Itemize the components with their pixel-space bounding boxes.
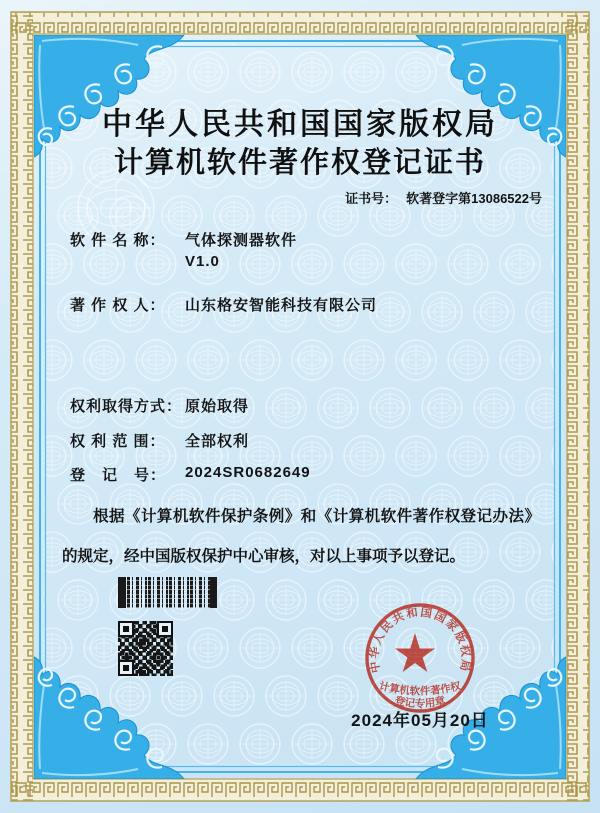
svg-text:计算机软件著作权 [378, 679, 463, 697]
issue-date: 2024年05月20日 [351, 711, 489, 730]
acquisition-method-label: 权利取得方式： [70, 398, 183, 415]
certificate-number-value: 软著登字第13086522号 [406, 191, 542, 206]
official-seal [362, 600, 478, 716]
certificate-number-label: 证书号： [345, 191, 398, 206]
rights-scope-label: 权 利 范 围： [70, 433, 166, 450]
registration-number-label: 登 记 号： [70, 467, 167, 484]
page-title-line1: 中华人民共和国国家版权局 [102, 108, 498, 141]
copyright-owner-label: 著 作 权 人： [70, 297, 166, 314]
pdf417-barcode [118, 577, 217, 608]
registration-statement: 根据《计算机软件保护条例》和《计算机软件著作权登记办法》的规定，经中国版权保护中心审核，对以上事项予以登记。 [62, 508, 540, 565]
seal-line1: 计算机软件著作权 [377, 680, 463, 698]
software-name-value: 气体探测器软件 [185, 232, 298, 249]
qr-finder-icon [118, 660, 134, 676]
registration-number-value: 2024SR0682649 [185, 464, 311, 481]
software-name-label: 软 件 名 称： [70, 232, 166, 249]
seal-line2: 登记专用章 [393, 694, 447, 710]
seal-ring-text: 中华人民共和国国家版权局 [368, 606, 472, 674]
acquisition-method-value: 原始取得 [185, 398, 250, 415]
copyright-owner-value: 山东格安智能科技有限公司 [185, 297, 378, 314]
qr-finder-icon [118, 621, 134, 637]
red-star-icon [395, 633, 435, 672]
qr-code [118, 621, 173, 676]
certificate-number [345, 188, 542, 207]
page-title-line2: 计算机软件著作权登记证书 [113, 147, 486, 179]
qr-finder-icon [157, 621, 173, 637]
rights-scope-value: 全部权利 [185, 433, 250, 450]
software-version-value: V1.0 [185, 253, 220, 270]
